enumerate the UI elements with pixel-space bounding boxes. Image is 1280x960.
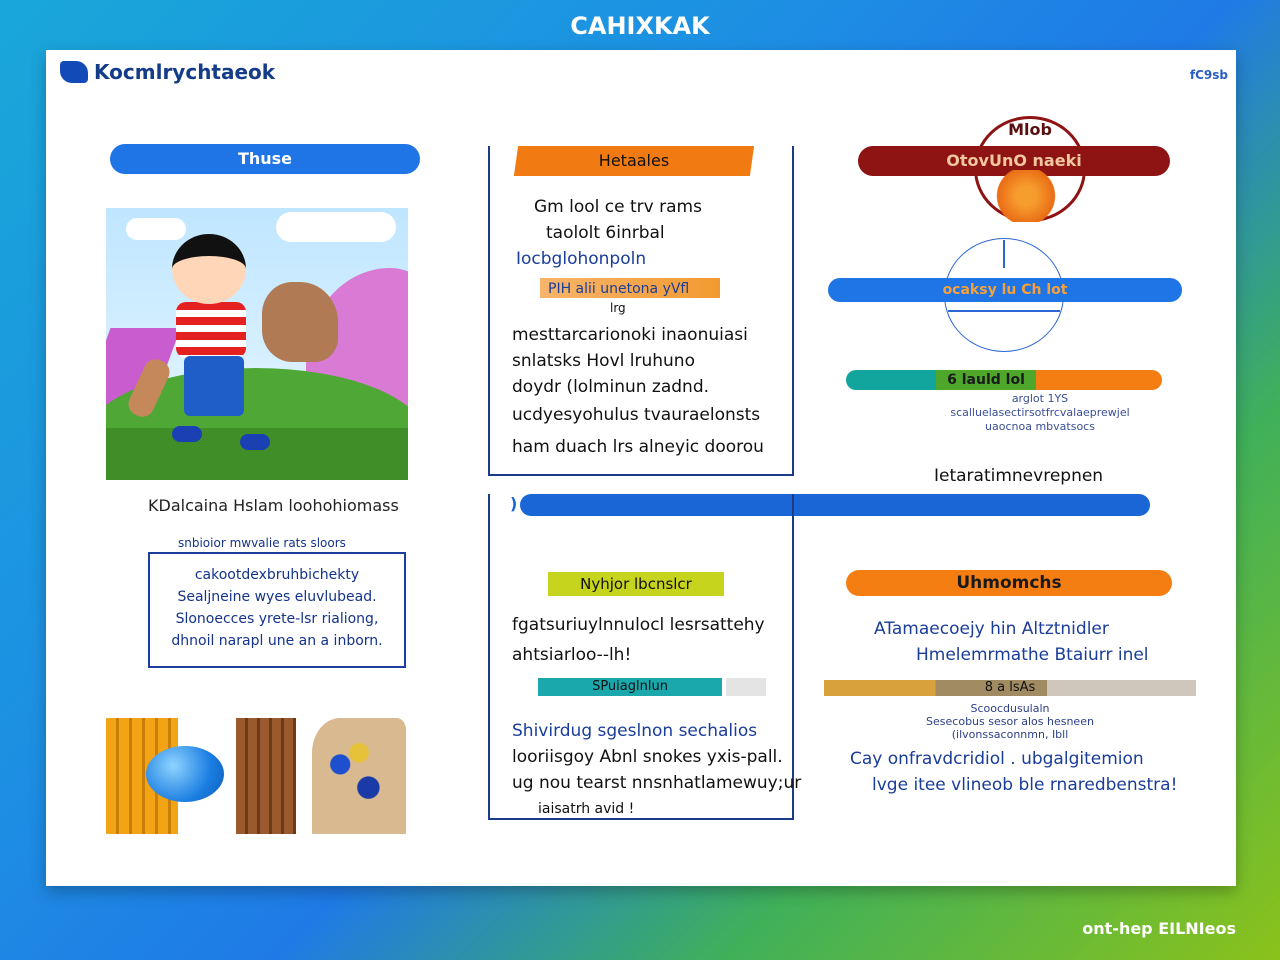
text-line: ug nou tearst nnsnhatlamewuy;ur [512,773,802,793]
stat-line: arglot 1YS [1011,392,1069,405]
stamp-text: Mlob [1008,120,1052,139]
text-line: taololt 6inrbal [546,223,665,243]
circle-tick [1003,240,1005,268]
text-line: fgatsuriuylnnulocl lesrsattehy [512,615,765,635]
right-bottom-text-a [846,616,1176,668]
language-selector[interactable]: fC9sb [1189,68,1228,82]
stat-line: uaocnoa mbvatsocs [985,420,1095,433]
text-line: iaisatrh avid ! [538,801,635,817]
text-line: Gm lool ce trv rams [534,197,702,217]
middle-bottom-text-b [512,718,801,822]
text-line: lrg [610,301,626,315]
text-line: ahtsiarloo--lh! [512,645,632,665]
note-box [148,552,406,668]
note-header: snbioior mwvalie rats sloors [178,536,346,550]
footer-brand: ont-hep EILNIeos [1082,919,1236,938]
text-line: ham duach lrs alneyic doorou [512,437,764,457]
frame-title: CAHIXKAK [570,12,710,40]
text-line: Iocbglohonpoln [516,249,647,269]
right-small-text [900,702,1120,741]
stat-line: scalluelasectirsotfrcvalaeprewjel [950,406,1130,419]
stone-tile [312,718,406,834]
text-line: ATamaecoejy hin Altztnidler [874,619,1109,639]
small-line: Scoocdusulaln [970,702,1050,715]
right-red-pill[interactable]: OtovUnO naeki [858,146,1170,176]
text-line: lvge itee vlineob ble rnaredbenstra! [872,775,1178,795]
middle-bottom-text-a [512,612,765,668]
small-line: (ilvonssaconnmn, Ibll [951,728,1069,741]
divider-mark: ) [510,494,518,513]
logo-icon [60,61,88,83]
right-caption: Ietaratimnevrepnen [934,466,1104,486]
yellow-label: Nyhjor lbcnslcr [548,572,724,596]
left-section-pill[interactable]: Thuse [110,144,420,174]
illustration-caption: KDalcaina Hslam loohohiomass [148,496,399,515]
text-line: snlatsks Hovl lruhuno [512,351,695,371]
note-line: Slonoecces yrete-lsr rialiong, [175,611,379,627]
middle-top-label: Hetaales [598,151,670,170]
multi-bar-label: 6 lauld lol [947,372,1025,388]
bark-tile [236,718,296,834]
text-line: Hmelemrmathe Btaiurr inel [916,645,1149,665]
text-line: PIH alii unetona yVfl [548,281,690,297]
text-line: mesttarcarionoki inaonuiasi [512,325,748,345]
teal-bar: SPuiaglnlun [538,678,722,696]
text-line: ucdyesyohulus tvauraelonsts [512,405,761,425]
text-line: Shivirdug sgeslnon sechalios [512,721,758,741]
boy-illustration [106,208,408,480]
text-line: looriisgoy Abnl snokes yxis-pall. [512,747,783,767]
boy-face [172,234,246,304]
tan-bar: 8 a lsAs [824,680,1196,696]
gray-bar [726,678,766,696]
small-line: Sesecobus sesor alos hesneen [926,715,1094,728]
note-line: Sealjneine wyes eluvlubead. [177,589,377,605]
logo-text: Kocmlrychtaeok [94,60,276,84]
right-orange-pill[interactable]: Uhmomchs [846,570,1172,596]
note-line: dhnoil narapl une an a inborn. [171,633,383,649]
creature [262,282,338,362]
logo[interactable] [60,60,275,84]
mini-stats [940,392,1140,434]
circle-chord [948,310,1060,312]
burst-icon [986,170,1066,222]
text-line: Cay onfravdcridiol . ubgalgitemion [850,749,1144,769]
right-bottom-text-b [846,746,1196,798]
text-line: doydr (lolminun zadnd. [512,377,710,397]
note-line: cakootdexbruhbichekty [194,567,360,583]
blue-ball-image [146,746,224,802]
right-blue-pill[interactable]: ocaksy lu Ch lot [828,278,1182,302]
